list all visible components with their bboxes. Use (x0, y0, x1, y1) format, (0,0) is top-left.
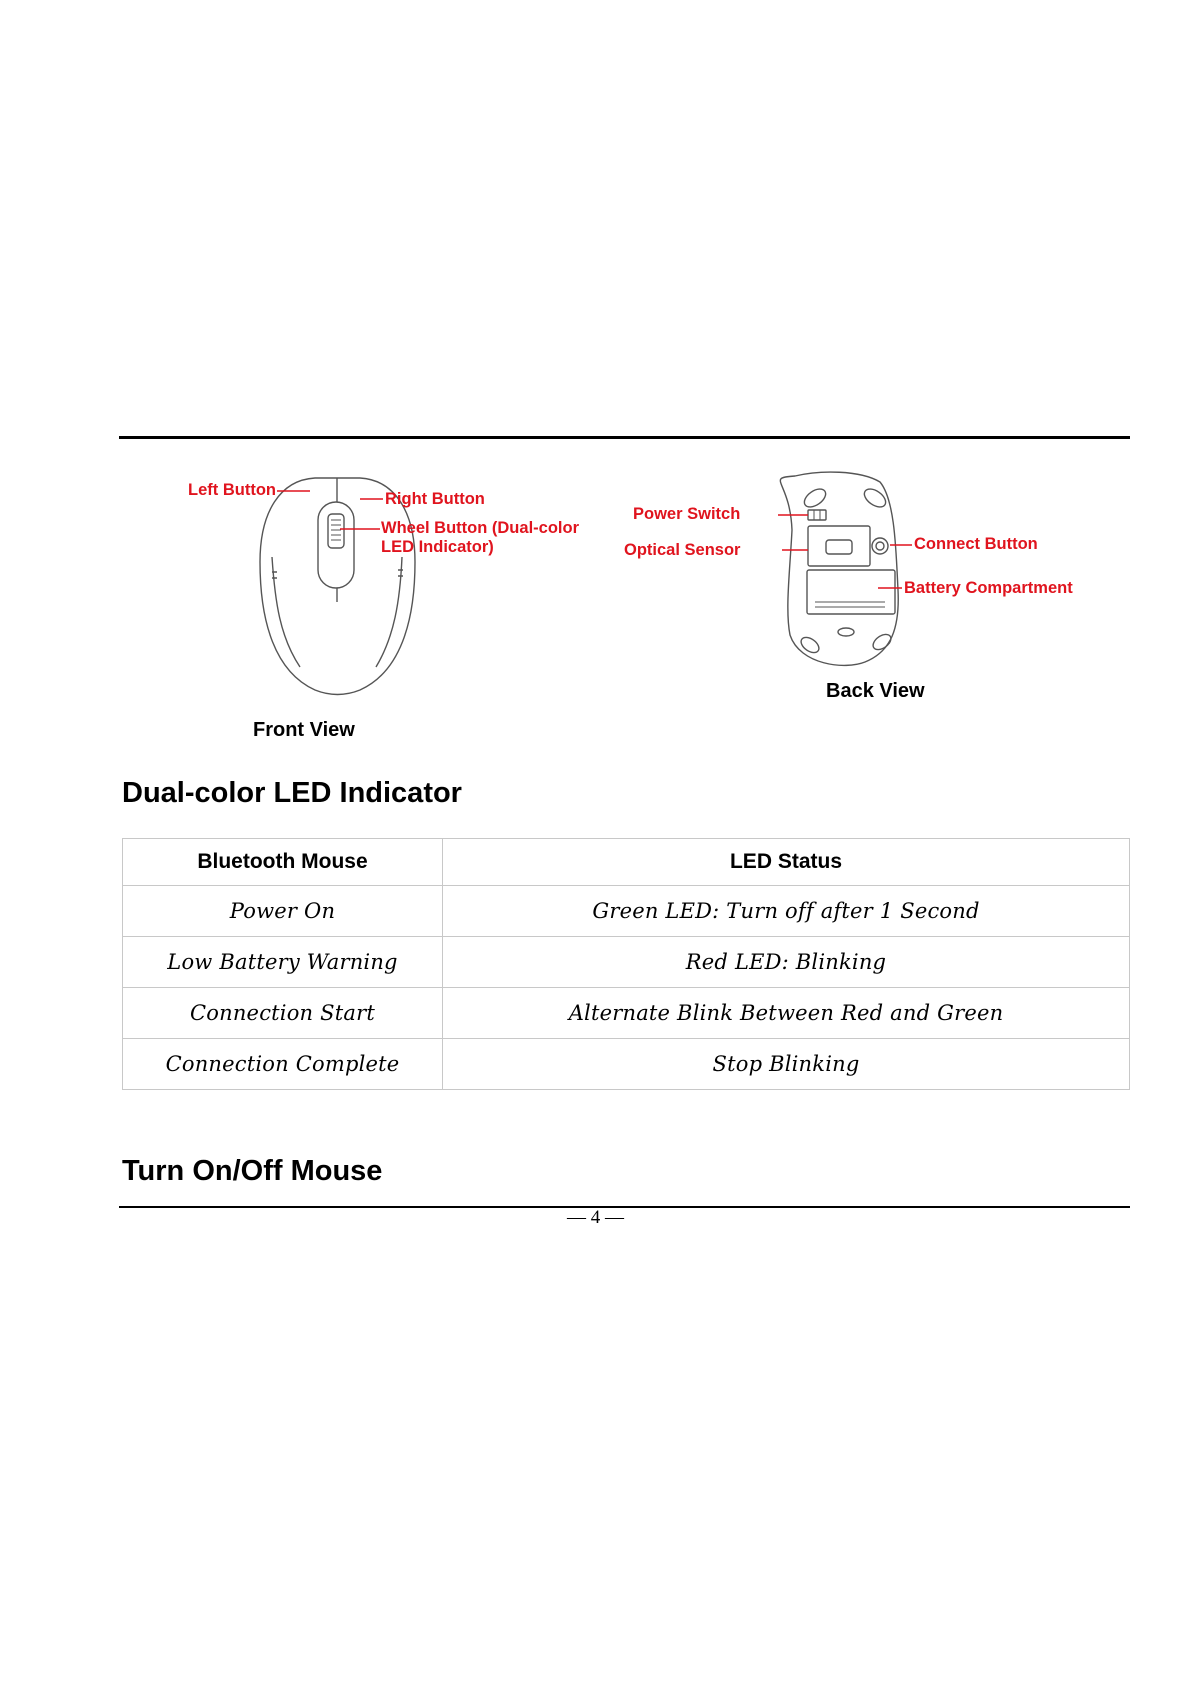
header-led-status: LED Status (443, 839, 1130, 886)
callout-left-button: Left Button (188, 481, 276, 499)
callout-power-switch: Power Switch (633, 505, 741, 523)
led-status-cell: Green LED: Turn off after 1 Second (443, 886, 1130, 937)
table-row (123, 937, 1130, 988)
turn-on-off-heading: Turn On/Off Mouse (122, 1155, 383, 1187)
header-bluetooth-mouse: Bluetooth Mouse (123, 839, 443, 886)
mouse-state-cell: Low Battery Warning (123, 937, 443, 988)
led-indicator-heading: Dual-color LED Indicator (122, 777, 462, 809)
table-header-row (123, 839, 1130, 886)
page-number: — 4 — (567, 1207, 624, 1228)
mouse-state-cell: Connection Complete (123, 1039, 443, 1090)
front-view-caption: Front View (253, 719, 355, 741)
led-status-cell: Stop Blinking (443, 1039, 1130, 1090)
callout-wheel-button-line2: LED Indicator) (381, 538, 494, 556)
top-rule (119, 436, 1130, 439)
front-view-figure (180, 462, 600, 702)
led-status-cell: Red LED: Blinking (443, 937, 1130, 988)
led-status-table (122, 838, 1130, 1090)
back-view-caption: Back View (826, 680, 925, 702)
table-row (123, 988, 1130, 1039)
callout-optical-sensor: Optical Sensor (624, 541, 741, 559)
callout-connect-button: Connect Button (914, 535, 1038, 553)
table-row (123, 886, 1130, 937)
mouse-back-illustration (650, 470, 1120, 670)
back-view-figure (624, 470, 1120, 670)
callout-wheel-button-line1: Wheel Button (Dual-color (381, 519, 579, 537)
led-status-cell: Alternate Blink Between Red and Green (443, 988, 1130, 1039)
callout-right-button: Right Button (385, 490, 485, 508)
mouse-state-cell: Connection Start (123, 988, 443, 1039)
mouse-state-cell: Power On (123, 886, 443, 937)
callout-battery-compartment: Battery Compartment (904, 579, 1073, 597)
table-row (123, 1039, 1130, 1090)
